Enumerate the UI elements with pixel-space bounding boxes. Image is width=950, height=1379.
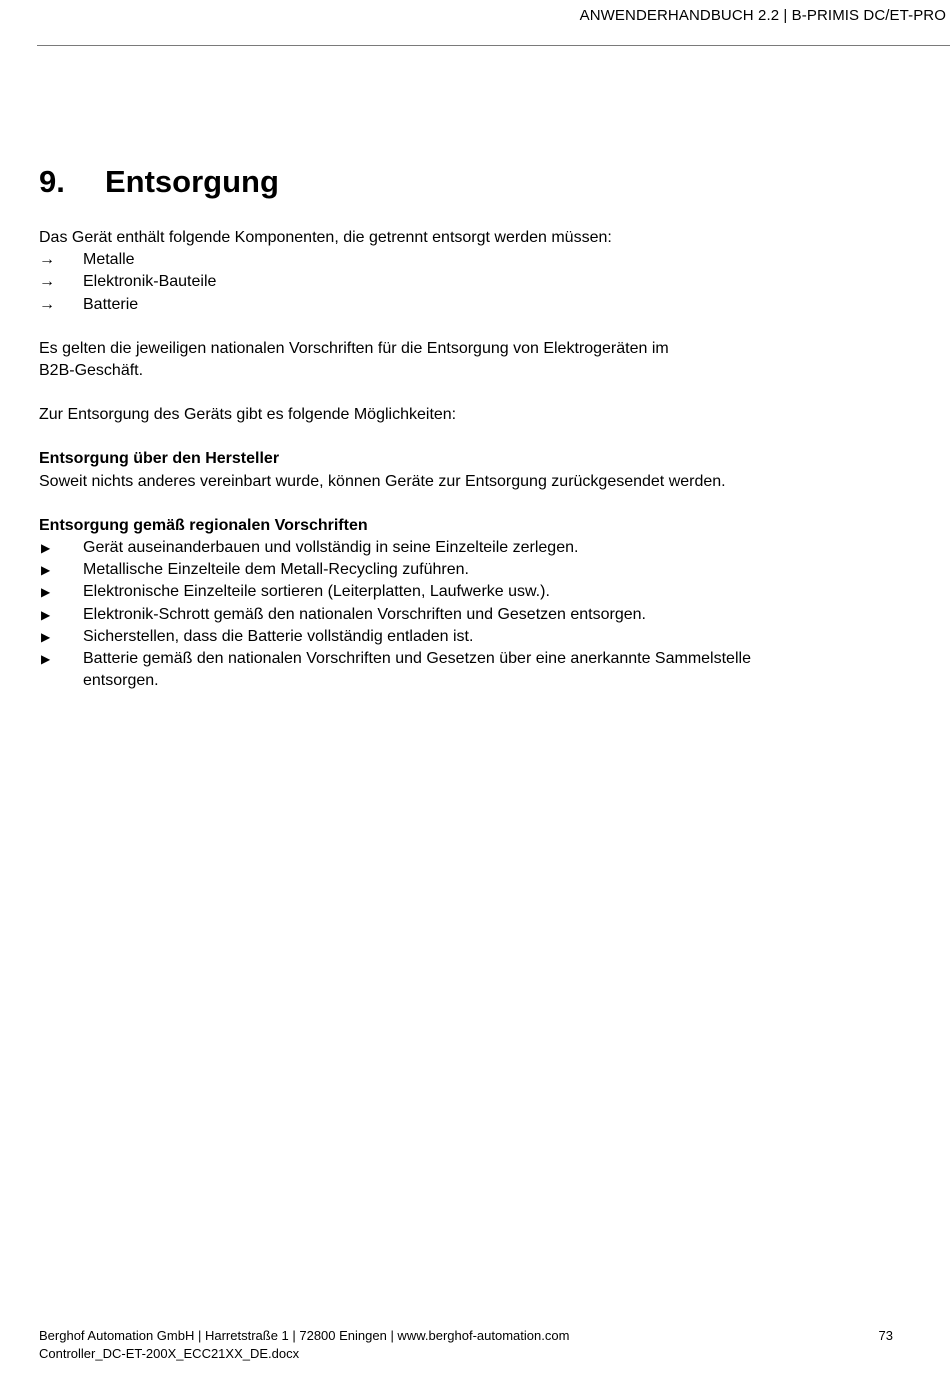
options-intro-paragraph: Zur Entsorgung des Geräts gibt es folgende Möglichkeiten:: [39, 406, 457, 424]
arrow-right-icon: →: [39, 295, 55, 313]
component-text: Elektronik-Bauteile: [83, 273, 217, 291]
bullet-triangle-icon: ▶: [41, 629, 51, 644]
list-item: [39, 581, 919, 603]
component-text: Metalle: [83, 251, 135, 269]
spacer: [39, 493, 919, 515]
chapter-title: Entsorgung: [105, 164, 279, 199]
document-header-title: ANWENDERHANDBUCH 2.2 | B-PRIMIS DC/ET-PRO: [579, 7, 946, 24]
list-item: [39, 559, 919, 581]
chapter-number: 9.: [39, 164, 65, 199]
component-text: Batterie: [83, 295, 139, 313]
footer-filename: Controller_DC-ET-200X_ECC21XX_DE.docx: [39, 1346, 300, 1361]
manufacturer-text: Soweit nichts anderes vereinbart wurde, können Geräte zur Entsorgung zurückgesendet werden.: [39, 472, 726, 490]
disposal-steps-list: [39, 537, 919, 692]
step-text: Elektronik-Schrott gemäß den nationalen Vorschriften und Gesetzen entsorgen.: [83, 605, 646, 623]
list-item: [39, 271, 919, 293]
list-item: [39, 249, 919, 271]
list-item: [39, 604, 919, 626]
bullet-triangle-icon: ▶: [41, 563, 51, 578]
regulations-paragraph: Es gelten die jeweiligen nationalen Vorschriften für die Entsorgung von Elektrogeräten im B2B-Geschäft.: [39, 339, 669, 380]
list-item: [39, 294, 919, 316]
bullet-triangle-icon: ▶: [41, 607, 51, 622]
page-number: 73: [878, 1328, 893, 1343]
header-divider: [37, 45, 950, 46]
list-item: [39, 626, 919, 648]
step-text: Gerät auseinanderbauen und vollständig in seine Einzelteile zerlegen.: [83, 539, 579, 557]
spacer: [39, 426, 919, 448]
list-item: [39, 648, 919, 692]
arrow-right-icon: →: [39, 251, 55, 269]
page-footer: [39, 1327, 569, 1363]
intro-paragraph: Das Gerät enthält folgende Komponenten, die getrennt entsorgt werden müssen:: [39, 229, 612, 246]
spacer: [39, 382, 919, 404]
component-list: [39, 249, 919, 316]
regional-heading: Entsorgung gemäß regionalen Vorschriften: [39, 516, 368, 534]
step-text: Batterie gemäß den nationalen Vorschriften und Gesetzen über eine anerkannte Sammelstelle entsorgen.: [83, 650, 751, 690]
bullet-triangle-icon: ▶: [41, 585, 51, 600]
step-text: Elektronische Einzelteile sortieren (Leiterplatten, Laufwerke usw.).: [83, 583, 550, 601]
page-content: [39, 161, 919, 692]
step-text: Sicherstellen, dass die Batterie vollständig entladen ist.: [83, 627, 474, 645]
manufacturer-heading: Entsorgung über den Hersteller: [39, 450, 280, 468]
bullet-triangle-icon: ▶: [41, 541, 51, 556]
arrow-right-icon: →: [39, 273, 55, 291]
list-item: [39, 537, 919, 559]
spacer: [39, 316, 919, 338]
footer-company-line: Berghof Automation GmbH | Harretstraße 1 | 72800 Eningen | www.berghof-automation.com: [39, 1328, 570, 1343]
step-text: Metallische Einzelteile dem Metall-Recycling zuführen.: [83, 561, 469, 579]
bullet-triangle-icon: ▶: [41, 652, 51, 667]
chapter-heading: [39, 161, 919, 203]
